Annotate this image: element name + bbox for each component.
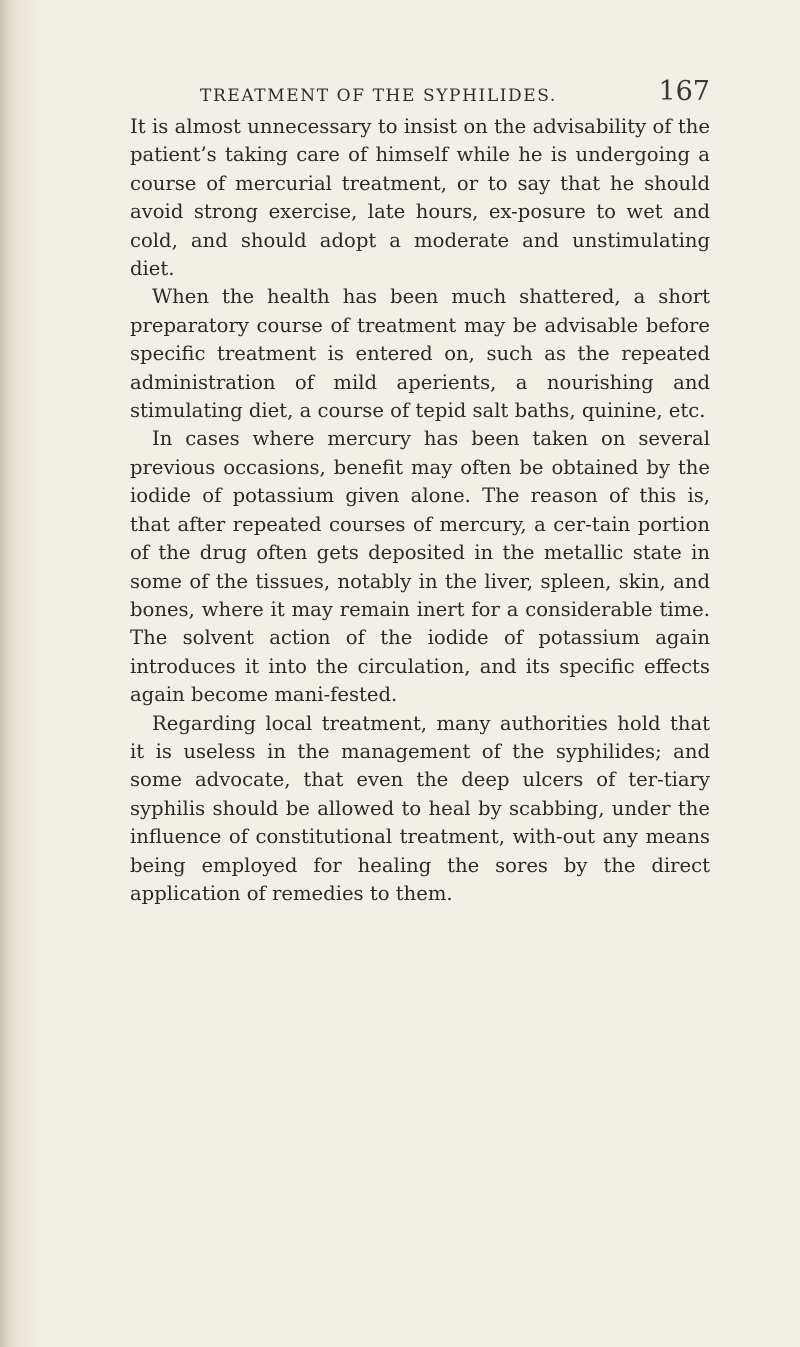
body-text xyxy=(130,113,710,908)
header-title: TREATMENT OF THE SYPHILIDES. xyxy=(200,86,557,106)
page-binding-edge xyxy=(0,0,14,1347)
paragraph-4: Regarding local treatment, many authorities hold that it is useless in the management of the syphilides; and some advocate, that even the deep ulcers of ter-tiary syphilis should be allowed to heal by scabbing, under the influence of constitutional treatment, with-out any means being employed for healing the sores by the direct application of remedies to them. xyxy=(130,711,710,905)
page-number: 167 xyxy=(658,76,710,107)
paragraph-2: When the health has been much shattered, a short preparatory course of treatment may be advisable before specific treatment is entered on, such as the repeated administration of mild aperients, a nourishing and stimulating diet, a course of tepid salt baths, quinine, etc. xyxy=(130,285,710,423)
running-header xyxy=(130,76,710,116)
paragraph-1: It is almost unnecessary to insist on the advisability of the patient’s taking care of himself while he is undergoing a course of mercurial treatment, or to say that he should avoid strong exercise, late hours, ex-posure to wet and cold, and should adopt a moderate and unstimulating diet. xyxy=(130,115,710,281)
paragraph-3: In cases where mercury has been taken on several previous occasions, benefit may often be obtained by the iodide of potassium given alone. The reason of this is, that after repeated courses of mercury, a cer-tain portion of the drug often gets deposited in the metallic state in some of the tissues, notably in the liver, spleen, skin, and bones, where it may remain inert for a considerable time. The solvent action of the iodide of potassium again introduces it into the circulation, and its specific effects again become mani-fested. xyxy=(130,427,710,707)
